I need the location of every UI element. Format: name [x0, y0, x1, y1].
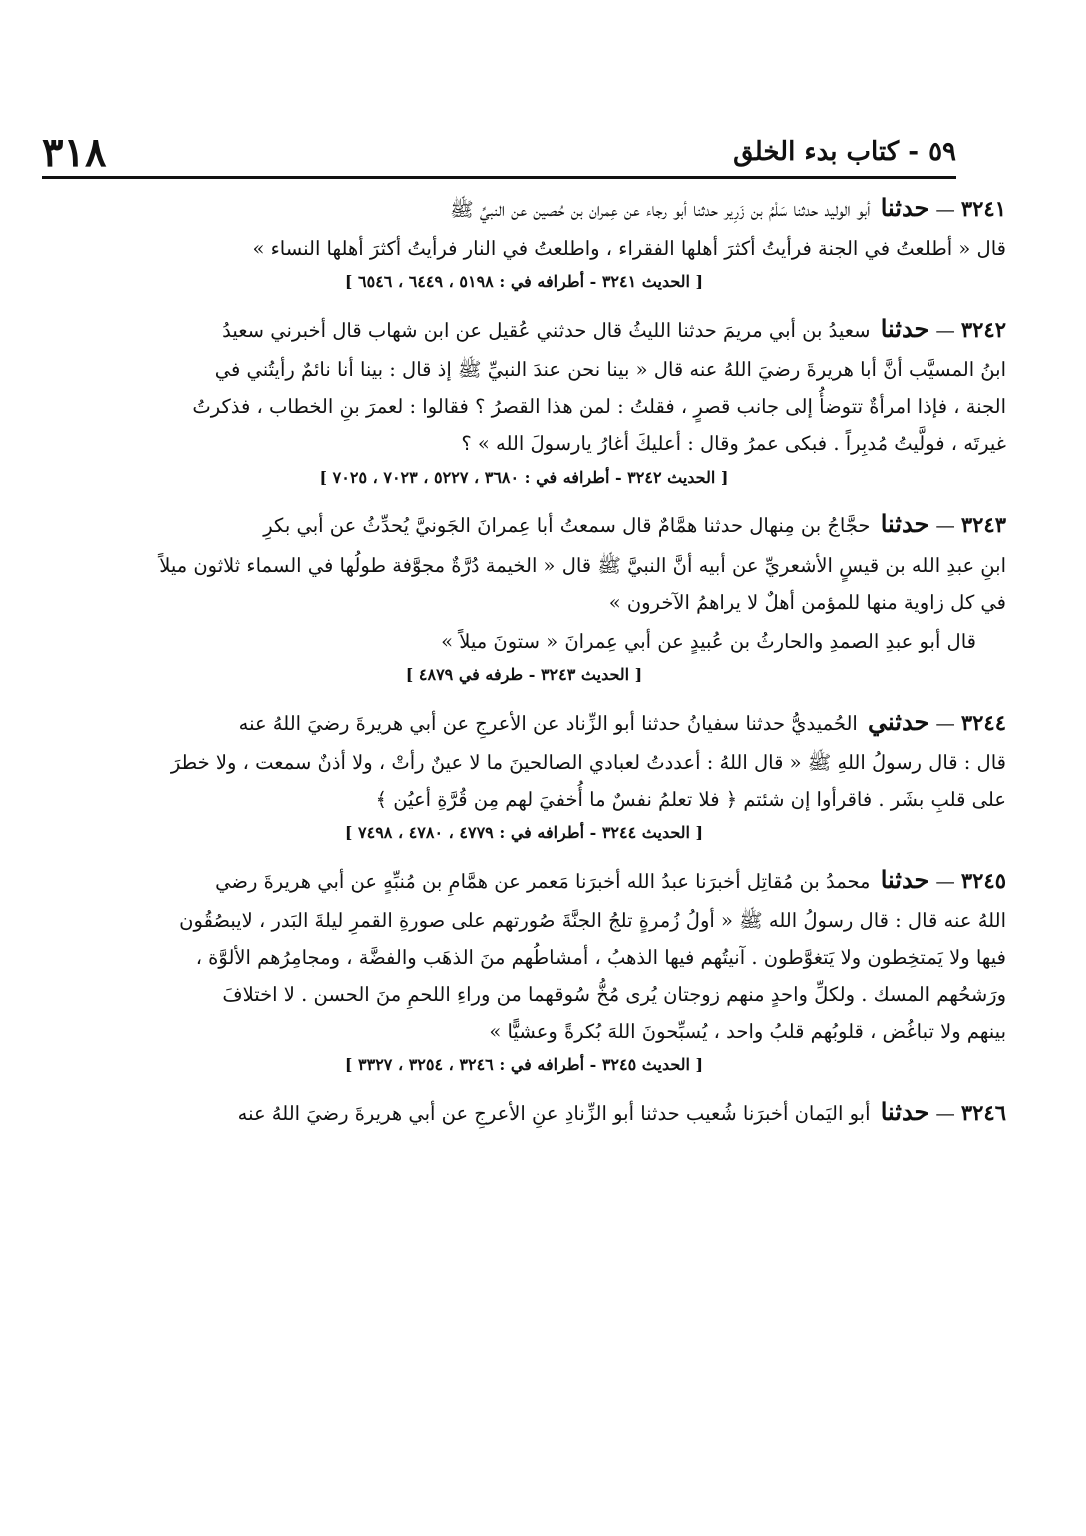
- hadith-line: غيرتَه ، فولَّيتُ مُدبِراً . فبكى عمرُ وقال : أعليكَ أغارُ يارسولَ الله » ؟: [461, 432, 1006, 456]
- hadith-line: في كل زاوية منها للمؤمن أهلٌ لا يراهمُ الآخرون »: [608, 590, 1006, 614]
- hadith-line: بينهم ولا تباغُض ، قلوبُهم قلبُ واحد ، يُسبِّحونَ اللهَ بُكرةً وعشيًّا »: [489, 1020, 1006, 1044]
- page-body: [42, 186, 1006, 1476]
- hadith-number: ٣٢٤٤: [960, 709, 1006, 735]
- hadith-number: ٣٢٤٥: [960, 867, 1006, 893]
- hadith-refs: [ الحديث ٣٢٤٥ - أطرافه في : ٣٢٤٦ ، ٣٢٥٤ ، ٣٣٢٧ ]: [344, 1055, 704, 1075]
- hadith-line: الجنة ، فإذا امرأةٌ تتوضأُ إلى جانب قصرٍ ، فقلتُ : لمن هذا القصرُ ؟ فقالوا : لعمرَ بنِ الخطاب ، فذكرتُ: [192, 395, 1006, 419]
- hadith-text: محمدُ بن مُقاتِل أخبرَنا عبدُ الله أخبرَنا مَعمر عن همَّامِ بن مُنبِّهٍ عن أبي هريرةَ رضي: [215, 869, 871, 893]
- hadith-line: اللهُ عنه قال : قال رسولُ الله ﷺ « أولُ زُمرةٍ تلجُ الجنَّةَ صُورتهم على صورةِ القمرِ ليلةَ البَدر ، لايبصُقُون: [179, 908, 1006, 932]
- hadith-line: على قلبِ بشَر . فاقرأوا إن شئتم ﴿ فلا تعلمُ نفسٌ ما أُخفيَ لهم مِن قُرَّةِ أعيُن ﴾: [375, 787, 1006, 811]
- hadith-line: ٣٢٤٥—حدثنا محمدُ بن مُقاتِل أخبرَنا عبدُ الله أخبرَنا مَعمر عن همَّامِ بن مُنبِّهٍ عن أبي هريرةَ رضي: [215, 864, 1006, 894]
- page-number: ٣١٨: [42, 128, 107, 176]
- hadith-number: ٣٢٤٢: [960, 317, 1006, 343]
- hadith-text: الحُميديُّ حدثنا سفيانُ حدثنا أبو الزِّناد عن الأعرجِ عن أبي هريرةَ رضيَ اللهُ عنه: [238, 711, 858, 735]
- hadith-3242: [42, 307, 1006, 492]
- hadith-refs: [ الحديث ٣٢٤٤ - أطرافه في : ٤٧٧٩ ، ٤٧٨٠ ، ٧٤٩٨ ]: [344, 822, 704, 842]
- hadith-line: فيها ولا يَمتخِطون ولا يَتغوَّطون . آنيتُهم فيها الذهبُ ، أمشاطُهم منَ الذهَب والفضَّة ، ومجامِرُهم الألوَّة ،: [195, 946, 1006, 970]
- hadith-line: قال : قال رسولُ اللهِ ﷺ « قال اللهُ : أعددتُ لعبادي الصالحينَ ما لا عينٌ رأتْ ، ولا أذنٌ سمعت ، ولا خطرَ: [170, 750, 1006, 774]
- hadith-refs: [ الحديث ٣٢٤٢ - أطرافه في : ٣٦٨٠ ، ٥٢٢٧ ، ٧٠٢٣ ، ٧٠٢٥ ]: [319, 467, 729, 487]
- hadith-refs: [ الحديث ٣٢٤٣ - طرفه في ٤٨٧٩ ]: [405, 664, 643, 684]
- hadith-3241: [42, 186, 1006, 297]
- hadith-text: سعيدُ بن أبي مريمَ حدثنا الليثُ قال حدثني عُقيل عن ابن شهاب قال أخبرني سعيدُ: [222, 319, 871, 343]
- hadith-line: ورَشحُهم المسك . ولكلِّ واحدٍ منهم زوجتان يُرى مُخُّ سُوقهما من وراءِ اللحمِ منَ الحسن . لا اختلافَ: [222, 983, 1006, 1007]
- hadith-3244: [42, 700, 1006, 848]
- hadith-keyword: حدثنا: [880, 314, 930, 344]
- hadith-keyword: حدثنا: [880, 1097, 930, 1127]
- hadith-3245: [42, 858, 1006, 1080]
- chapter-title: ٥٩ - كتاب بدء الخلق: [733, 137, 956, 167]
- hadith-number: ٣٢٤١: [960, 196, 1006, 221]
- hadith-keyword: حدثني: [868, 706, 930, 736]
- page-header: [42, 128, 956, 179]
- hadith-line: ٣٢٤٤—حدثني الحُميديُّ حدثنا سفيانُ حدثنا أبو الزِّناد عن الأعرجِ عن أبي هريرةَ رضيَ اللهُ عنه: [238, 706, 1006, 736]
- hadith-line: ابنُ المسيَّب أنَّ أبا هريرةَ رضيَ اللهُ عنه قال « بينا نحن عندَ النبيِّ ﷺ إذ قال : بينا أنا نائمٌ رأيتُني في: [214, 358, 1006, 382]
- hadith-line: ٣٢٤٣—حدثنا حجَّاجُ بن مِنهال حدثنا همَّامٌ قال سمعتُ أبا عِمرانَ الجَونيَّ يُحدِّثُ عن أبي بكرِ: [263, 509, 1006, 539]
- hadith-keyword: حدثنا: [880, 509, 930, 539]
- hadith-note: قال أبو عبدِ الصمدِ والحارثُ بن عُبيدٍ عن أبي عِمرانَ « ستونَ ميلاً »: [441, 629, 976, 653]
- hadith-keyword: حدثنا: [880, 193, 930, 222]
- hadith-number: ٣٢٤٣: [960, 512, 1006, 538]
- hadith-number: ٣٢٤٦: [960, 1100, 1006, 1126]
- hadith-refs: [ الحديث ٣٢٤١ - أطرافه في : ٥١٩٨ ، ٦٤٤٩ ، ٦٥٤٦ ]: [344, 272, 704, 292]
- hadith-line: ٣٢٤١—حدثنا أبو الوليد حدثنا سَلْمُ بن زَرِير حدثنا أبو رجاء عن عِمران بن حُصين عن النبيِّ ﷺ: [450, 193, 1006, 222]
- hadith-text: أبو اليَمان أخبرَنا شُعيب حدثنا أبو الزِّنادِ عنِ الأعرجِ عن أبي هريرةَ رضيَ اللهُ عنه: [237, 1102, 871, 1126]
- hadith-line: ابنِ عبدِ الله بن قيسٍ الأشعريِّ عن أبيه أنَّ النبيَّ ﷺ قال « الخيمة دُرَّةٌ مجوَّفة طولُها في السماء ثلاثون ميلاً: [159, 553, 1006, 577]
- hadith-keyword: حدثنا: [880, 864, 930, 894]
- hadith-text: حجَّاجُ بن مِنهال حدثنا همَّامٌ قال سمعتُ أبا عِمرانَ الجَونيَّ يُحدِّثُ عن أبي بكرِ: [263, 514, 871, 538]
- hadith-line: قال « أطلعتُ في الجنة فرأيتُ أكثرَ أهلها الفقراء ، واطلعتُ في النار فرأيتُ أكثرَ أهلها النساء »: [252, 237, 1006, 261]
- hadith-text: أبو الوليد حدثنا سَلْمُ بن زَرِير حدثنا أبو رجاء عن عِمران بن حُصين عن النبيِّ ﷺ: [450, 198, 871, 221]
- hadith-line: ٣٢٤٦—حدثنا أبو اليَمان أخبرَنا شُعيب حدثنا أبو الزِّنادِ عنِ الأعرجِ عن أبي هريرةَ رضيَ اللهُ عنه: [237, 1097, 1006, 1127]
- hadith-3246: [42, 1090, 1006, 1133]
- hadith-line: ٣٢٤٢—حدثنا سعيدُ بن أبي مريمَ حدثنا الليثُ قال حدثني عُقيل عن ابن شهاب قال أخبرني سعيدُ: [222, 314, 1006, 344]
- hadith-3243: [42, 502, 1006, 689]
